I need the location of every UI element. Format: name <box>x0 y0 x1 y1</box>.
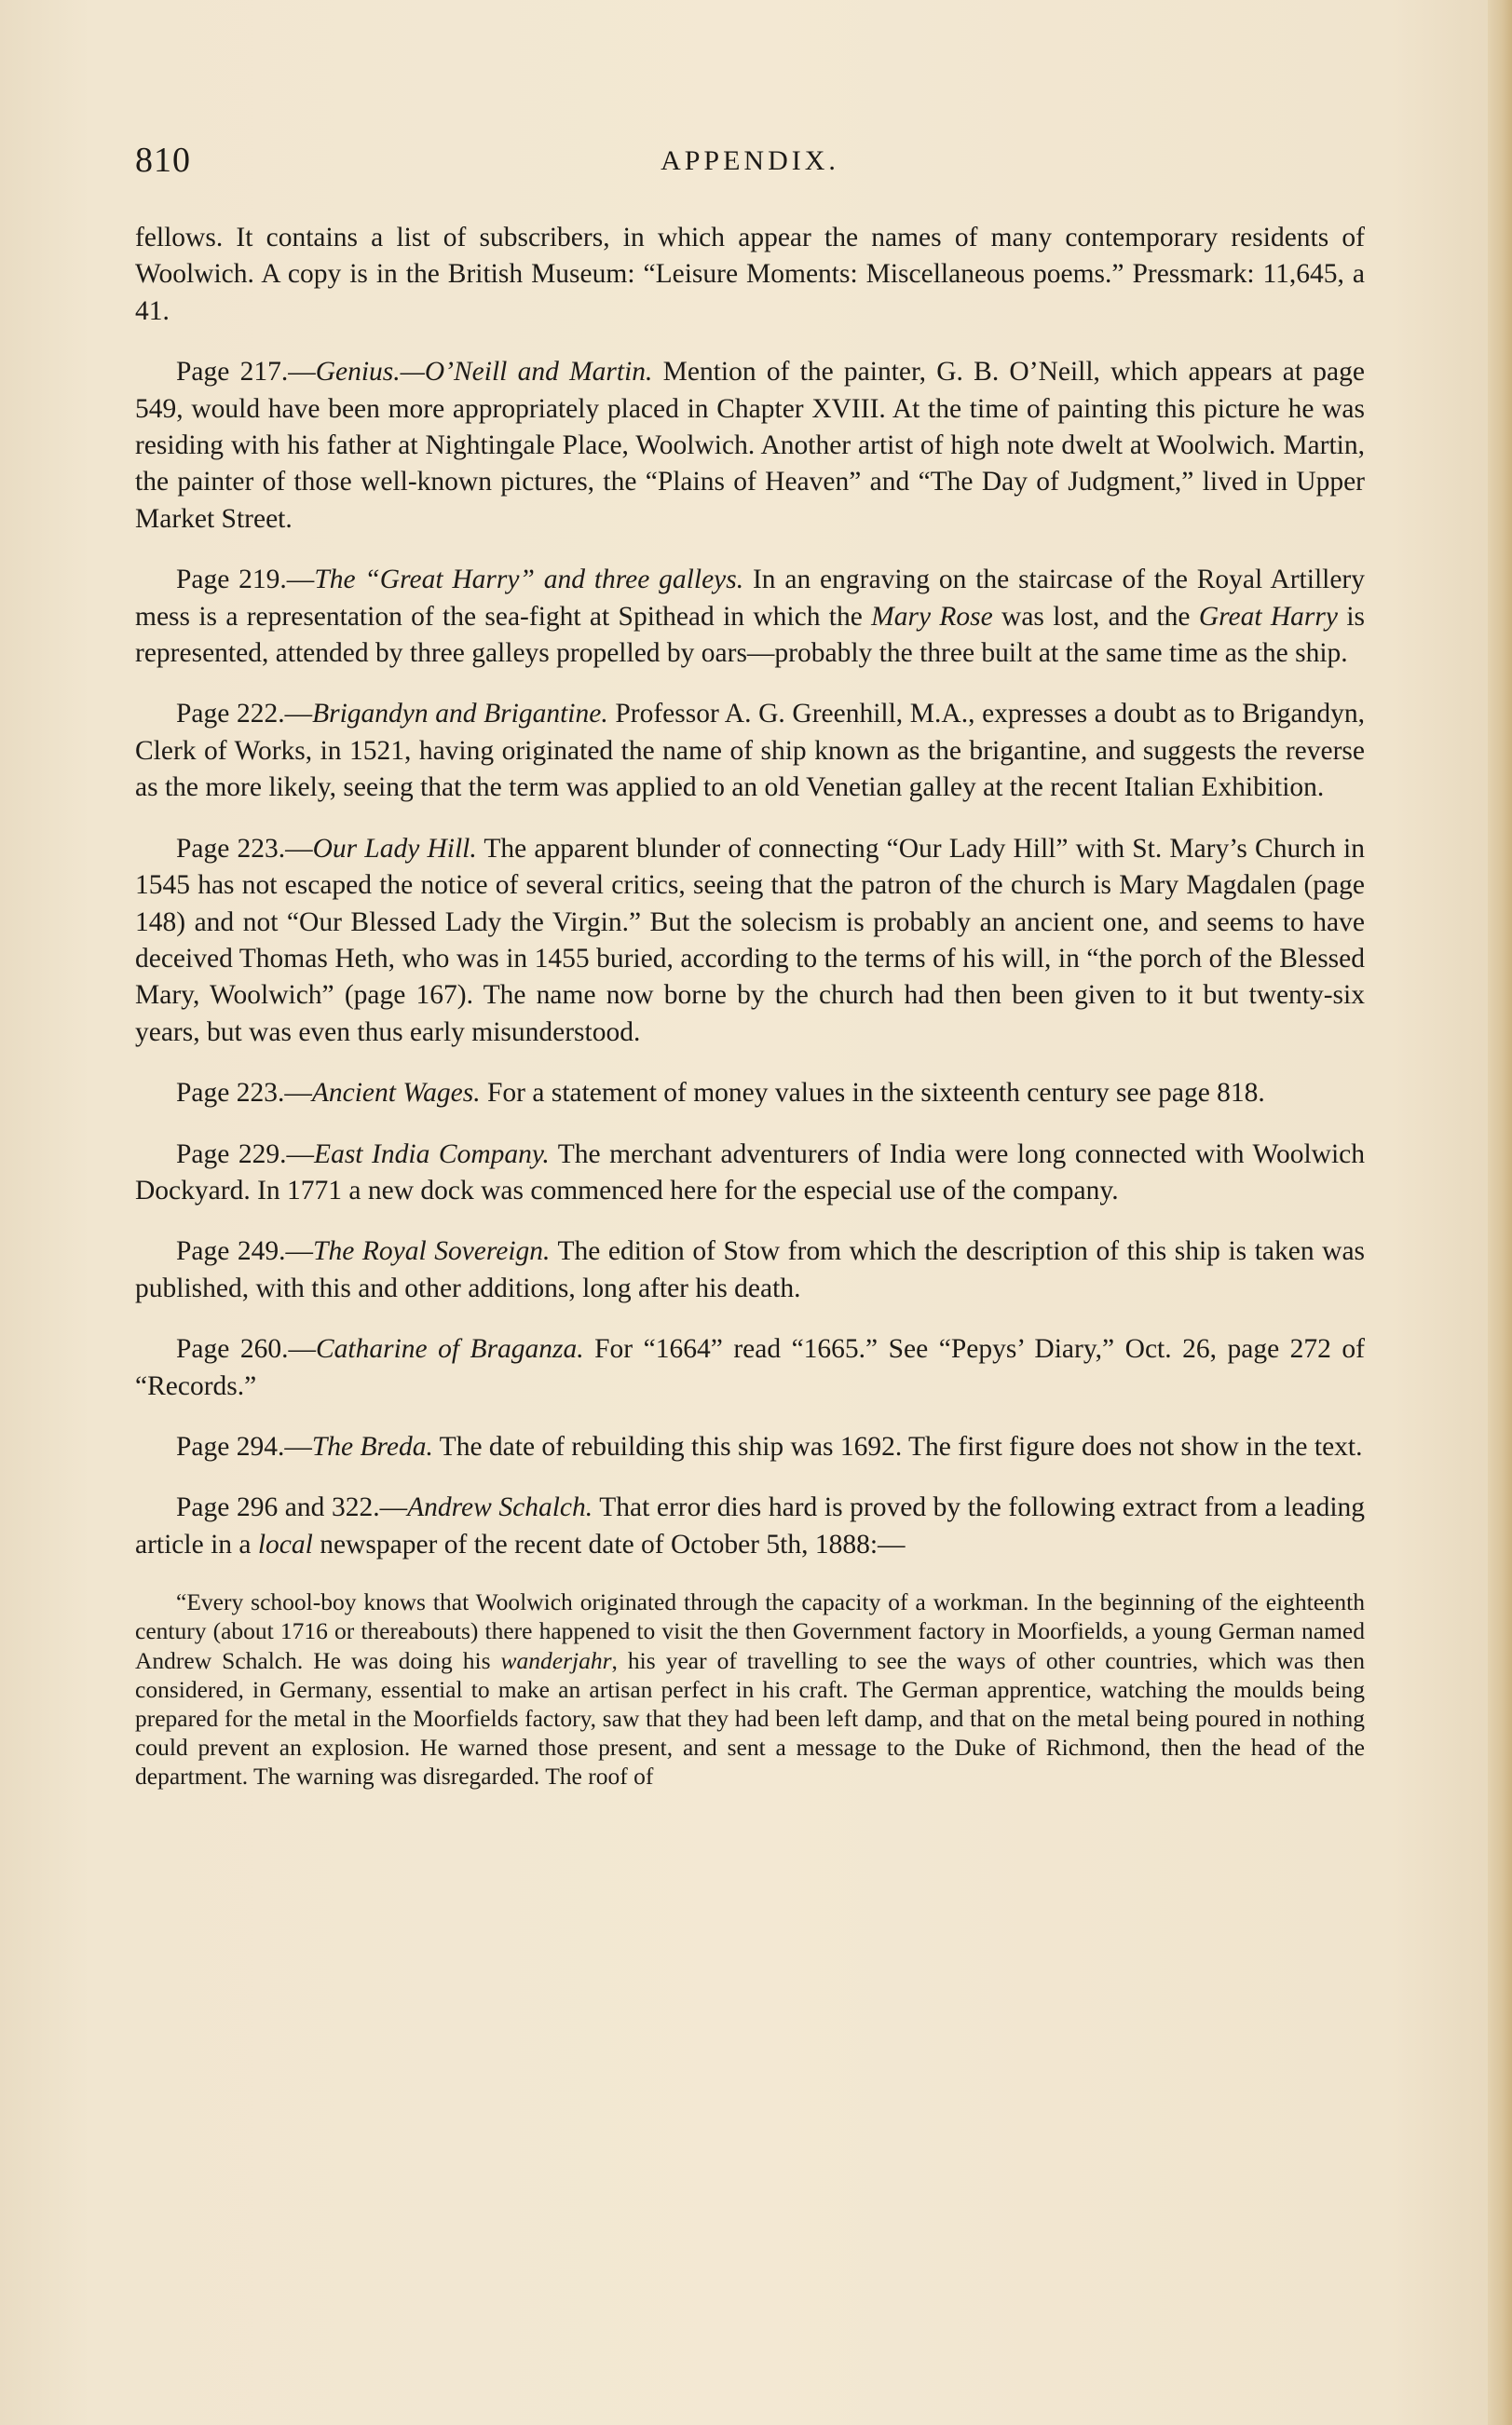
ship-name: Great Harry <box>1198 601 1338 632</box>
entry-title: Ancient Wages. <box>311 1078 481 1109</box>
entry-title: The Breda. <box>311 1431 433 1462</box>
entry-title: Genius.—O’Neill and Martin. <box>315 357 653 388</box>
entry-text: is represented, attended by three galleys propelled by oars—probably the three built at the same time as the ship. <box>135 601 1365 669</box>
entry-text: For a statement of money values in the sixteenth century see page 818. <box>480 1078 1265 1109</box>
entry-lead: Page 219.— <box>176 565 315 595</box>
ship-name: Mary Rose <box>871 601 993 632</box>
quote-emphasis: wanderjahr <box>500 1646 612 1674</box>
entry-text: Mention of the painter, G. B. O’Neill, which appears at page 549, would have been more appropriately placed in Chapter XVIII. At the time of painting this picture he was residing with his father at Nightingale Place, Woolwich. Another artist of high note dwelt at Woolwich. Martin, the painter of those well-known pictures, the “Plains of Heaven” and “The Day of Judgment,” lived in Upper Market Street. <box>135 357 1365 534</box>
entry-title: The “Great Harry” and three galleys. <box>314 565 744 595</box>
entry-text: newspaper of the recent date of October 5th, 1888:— <box>312 1529 906 1560</box>
page-number: 810 <box>135 141 191 180</box>
entry-title: Catharine of Braganza. <box>315 1334 584 1365</box>
quote-text: “Every school-boy knows that Woolwich originated through the capacity of a workman. In the beginning of the eighteenth century (about 1716 or thereabouts) there happened to visit the then Government factory in Moorfields, a young German named Andrew Schalch. He was doing his <box>135 1588 1365 1674</box>
entry-page-223-lady-hill <box>135 831 1365 1051</box>
entry-page-217 <box>135 354 1365 538</box>
entry-page-294 <box>135 1429 1365 1465</box>
entry-text: The date of rebuilding this ship was 1692. The first figure does not show in the text. <box>432 1431 1363 1462</box>
entry-page-219 <box>135 562 1365 672</box>
running-head <box>135 140 1365 196</box>
page-edge <box>1488 0 1512 2425</box>
paragraph-text: fellows. It contains a list of subscribers, in which appear the names of many contemporary residents of Woolwich. A copy is in the British Museum: “Leisure Moments: Miscellaneous poems.” Pressmark: 11,645, a 41. <box>135 223 1365 326</box>
entry-page-260 <box>135 1331 1365 1405</box>
entry-text: The merchant adventurers of India were long connected with Woolwich Dockyard. In 1771 a new dock was commenced here for the especial use of the company. <box>135 1138 1366 1206</box>
entry-title: Andrew Schalch. <box>407 1492 593 1523</box>
entry-text: In an engraving on the staircase of the Royal Artillery mess is a representation of the sea-fight at Spithead in which the <box>135 565 1366 632</box>
entry-lead: Page 260.— <box>176 1334 316 1365</box>
entry-page-296-322 <box>135 1490 1365 1563</box>
entry-page-229 <box>135 1137 1365 1210</box>
paragraph-continuation <box>135 220 1365 330</box>
entry-page-223-wages <box>135 1075 1365 1111</box>
entry-text: was lost, and the <box>992 601 1199 632</box>
body-text <box>135 220 1365 1792</box>
entry-title: Brigandyn and Brigantine. <box>312 699 608 729</box>
newspaper-quote <box>135 1587 1365 1791</box>
entry-lead: Page 223.— <box>176 1078 312 1109</box>
entry-text: The edition of Stow from which the description of this ship is taken was published, with this and other additions, long after his death. <box>135 1236 1366 1303</box>
entry-title: Our Lady Hill. <box>312 833 477 864</box>
entry-lead: Page 217.— <box>176 357 316 388</box>
entry-title: East India Company. <box>314 1138 550 1169</box>
entry-title: The Royal Sovereign. <box>313 1236 551 1267</box>
entry-lead: Page 223.— <box>176 833 313 864</box>
entry-page-222 <box>135 696 1365 806</box>
entry-text: For “1664” read “1665.” See “Pepys’ Diary,” Oct. 26, page 272 of “Records.” <box>135 1334 1365 1401</box>
entry-page-249 <box>135 1233 1365 1307</box>
entry-text: That error dies hard is proved by the following extract from a leading article in a <box>135 1492 1366 1560</box>
entry-lead: Page 249.— <box>176 1236 314 1267</box>
entry-lead: Page 296 and 322.— <box>176 1492 408 1523</box>
entry-lead: Page 222.— <box>176 699 313 729</box>
entry-text: The apparent blunder of connecting “Our Lady Hill” with St. Mary’s Church in 1545 has not escaped the notice of several critics, seeing that the patron of the church is Mary Magdalen (page 148) and not “Our Blessed Lady the Virgin.” But the solecism is probably an ancient one, and seems to have deceived Thomas Heth, who was in 1455 buried, according to the terms of his will, in “the porch of the Blessed Mary, Woolwich” (page 167). The name now borne by the church had then been given to it but twenty-six years, but was even thus early misunderstood. <box>135 833 1365 1047</box>
emphasis-local: local <box>257 1529 313 1560</box>
entry-text: Professor A. G. Greenhill, M.A., expresses a doubt as to Brigandyn, Clerk of Works, in 1521, having originated the name of ship known as the brigantine, and suggests the reverse as the more likely, seeing that the term was applied to an old Venetian galley at the recent Italian Exhibition. <box>135 699 1365 803</box>
entry-lead: Page 294.— <box>176 1431 312 1462</box>
running-title: APPENDIX. <box>661 145 839 176</box>
quote-text: , his year of travelling to see the ways of other countries, which was then considered, in Germany, essential to make an artisan perfect in his craft. The German apprentice, watching the moulds being prepared for the metal in the Moorfields factory, saw that they had been left damp, and that on the metal being poured in nothing could prevent an explosion. He warned those present, and sent a message to the Duke of Richmond, then the head of the department. The warning was disregarded. The roof of <box>135 1646 1365 1791</box>
entry-lead: Page 229.— <box>176 1138 315 1169</box>
